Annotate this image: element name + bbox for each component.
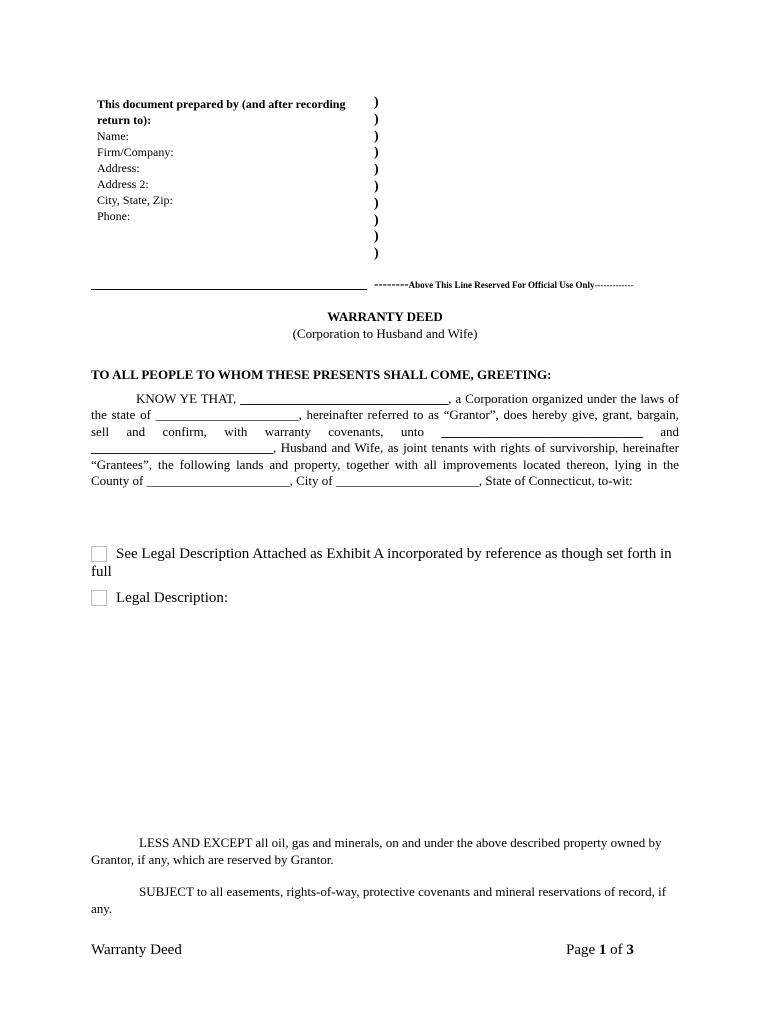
- body-text-2: , hereinafter referred to as “Grantor”, does hereby give, grant, bargain, sell and confirm, with warranty covenants, unto: [91, 407, 679, 439]
- body-text-1: , a Corporation organized under the laws of the state of: [91, 391, 679, 423]
- page-of-label: of: [606, 942, 627, 958]
- prepared-by-heading-cont: return to):: [97, 113, 152, 127]
- paren: ): [374, 95, 379, 110]
- paren: ): [374, 246, 379, 262]
- blank-city[interactable]: ______________________: [335, 473, 479, 489]
- paren: ): [374, 162, 379, 178]
- body-text-4: , Husband and Wife, as joint tenants with rights of survivorship, hereinafter “Grantees”, the following lands and property, together with all improvements located thereon, lying in the County of: [91, 440, 679, 489]
- field-address-label: Address:: [97, 161, 140, 175]
- deed-body: [91, 391, 679, 489]
- paren: ): [374, 128, 379, 144]
- page-indicator: [566, 942, 634, 959]
- greeting: TO ALL PEOPLE TO WHOM THESE PRESENTS SHALL COME, GREETING:: [91, 367, 552, 382]
- blank-grantee-1[interactable]: _______________________________: [441, 423, 643, 439]
- page-total: 3: [626, 942, 634, 958]
- intro-text: KNOW YE THAT,: [136, 391, 241, 406]
- paren: ): [374, 145, 379, 161]
- deed-paragraph: [91, 391, 679, 489]
- subject-to-text: SUBJECT to all easements, rights-of-way, protective covenants and mineral reservations of record, if any.: [91, 884, 667, 916]
- paren: ): [374, 195, 379, 211]
- blank-county[interactable]: ______________________: [146, 473, 290, 489]
- blank-state[interactable]: ______________________: [155, 407, 299, 423]
- page-label: Page: [566, 942, 599, 958]
- prepared-by-heading: This document prepared by (and after recording: [97, 97, 346, 111]
- legal-description-checkbox[interactable]: [91, 590, 107, 606]
- field-firm-label: Firm/Company:: [97, 145, 174, 159]
- reserved-text: Above This Line Reserved For Official Use Only: [408, 280, 595, 290]
- document-title: WARRANTY DEED: [327, 309, 443, 324]
- body-text-3: and: [642, 423, 679, 439]
- legal-description-label: Legal Description:: [116, 590, 229, 606]
- signature-line: [91, 289, 367, 290]
- exhibit-a-label-cont: full: [91, 564, 112, 580]
- paren: ): [374, 111, 379, 127]
- reserved-line: [374, 276, 634, 292]
- less-and-except-paragraph: [91, 834, 679, 868]
- footer-title: Warranty Deed: [91, 942, 182, 958]
- subject-to-paragraph: [91, 883, 679, 917]
- paren: ): [374, 178, 379, 194]
- body-text-6: , State of Connecticut, to-wit:: [478, 473, 633, 489]
- field-city-state-zip-label: City, State, Zip:: [97, 193, 173, 207]
- document-subtitle: (Corporation to Husband and Wife): [292, 326, 478, 341]
- page-number: 1: [598, 942, 607, 958]
- prepared-by-block: [97, 96, 367, 224]
- exhibit-a-label: See Legal Description Attached as Exhibit A incorporated by reference as though set forth in: [116, 546, 672, 562]
- blank-corporation[interactable]: ________________________________: [240, 391, 449, 406]
- body-text-5: , City of: [289, 473, 336, 489]
- less-and-except-text: LESS AND EXCEPT all oil, gas and minerals, on and under the above described property owned by Grantor, if any, which are reserved by Grantor.: [91, 835, 662, 867]
- paren: ): [374, 229, 379, 245]
- exhibit-a-checkbox[interactable]: [91, 546, 107, 562]
- field-address2-label: Address 2:: [97, 177, 149, 191]
- paren: ): [374, 212, 379, 228]
- bracket-column: [374, 95, 379, 263]
- reserved-dashes-right: -------------: [594, 280, 634, 290]
- blank-grantee-2[interactable]: ____________________________: [91, 440, 273, 456]
- field-name-label: Name:: [97, 129, 129, 143]
- field-phone-label: Phone:: [97, 209, 131, 223]
- reserved-dashes-left: --------: [374, 276, 409, 291]
